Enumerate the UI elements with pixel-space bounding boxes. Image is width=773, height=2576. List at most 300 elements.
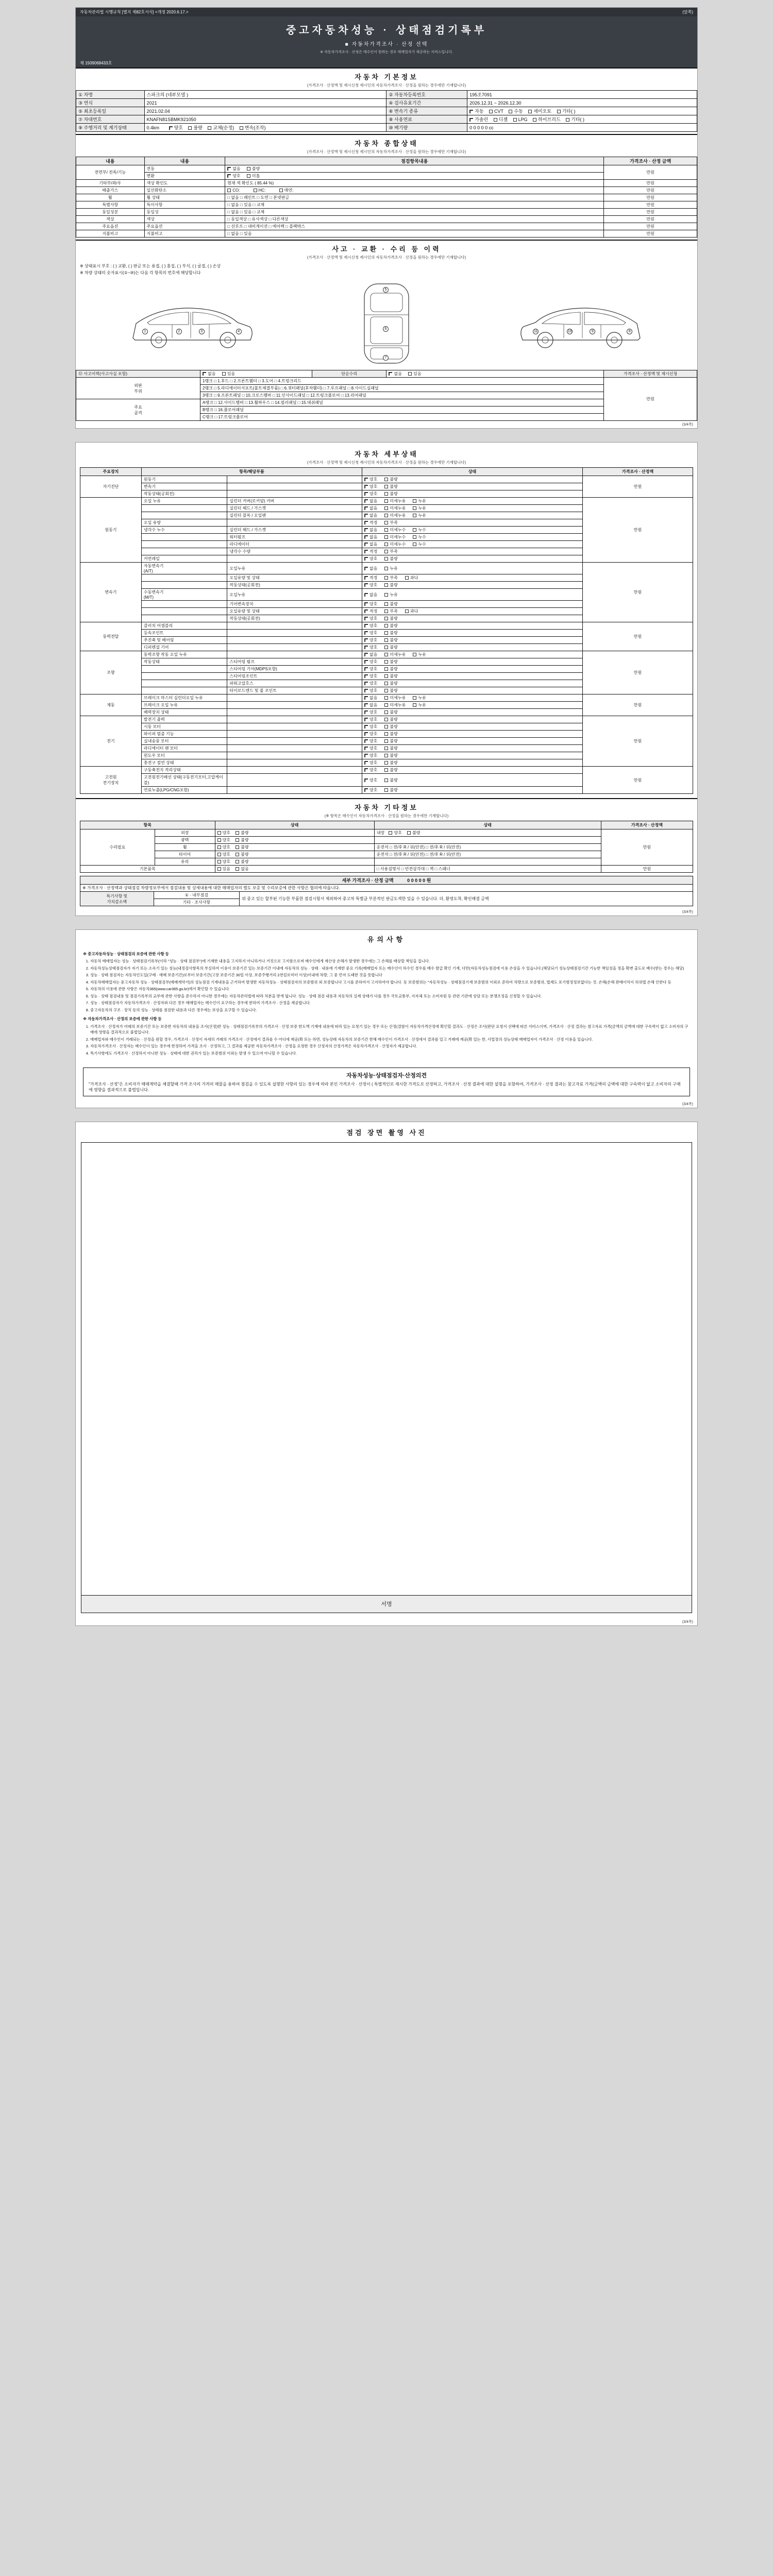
state-checkbox[interactable] (384, 747, 388, 750)
etc-title: 자동차 기타정보 (355, 804, 418, 811)
state-checkbox[interactable] (364, 725, 368, 728)
overall-state-6: □ 없음 □ 있음 □ 교체 (225, 209, 604, 216)
transmission-etc-checkbox[interactable] (557, 110, 561, 113)
detail-item: 작동상태 (141, 658, 227, 666)
detail-state[interactable]: 없음 미세누유 누유 (362, 651, 582, 658)
basic-info-table (76, 90, 697, 132)
state-checkbox[interactable] (384, 732, 388, 736)
state-checkbox[interactable] (384, 535, 388, 539)
photo-placeholder-area (81, 1142, 692, 1596)
detail-group-price-6: 만원 (582, 716, 693, 767)
state-checkbox[interactable] (364, 624, 368, 628)
detail-state[interactable]: 없음 누유 (362, 563, 582, 574)
page-4-footer: (3/4쪽) (682, 1620, 693, 1624)
etc-state-0: 양호 불량 (215, 829, 374, 837)
state-checkbox[interactable] (405, 609, 409, 613)
etc-2-good[interactable] (217, 845, 221, 849)
state-checkbox[interactable] (384, 739, 388, 743)
notice-1-4: 5. 자동차의 이용에 관한 사항은 자동차365(www.car365.go.kr)에서 확인할 수 있습니다. (90, 986, 690, 992)
detail-subitem (227, 738, 362, 745)
state-checkbox[interactable] (364, 557, 368, 561)
basic-label-8: ⑨ 주행거리 및 계기상태 (76, 124, 145, 132)
state-checkbox[interactable] (364, 732, 368, 736)
transmission-semiauto-checkbox[interactable] (528, 110, 532, 113)
detail-state[interactable]: 양호 불량 (362, 716, 582, 723)
diagram-num-6: 6 (383, 326, 389, 332)
fuel-etc-checkbox[interactable] (566, 118, 569, 122)
odometer-value: 0.4km (146, 125, 160, 130)
state-checkbox[interactable] (384, 550, 388, 553)
detail-item: 브레이크 마스터 실린더오일 누유 (141, 694, 227, 702)
state-checkbox[interactable] (364, 478, 368, 481)
detail-title: 자동차 세부상태 (355, 450, 418, 458)
overall-0-good[interactable] (227, 167, 231, 171)
state-checkbox[interactable] (364, 631, 368, 635)
remark-label: 특기사항 및 가치감소액 (80, 892, 154, 906)
overall-sub-6: 동일성 (144, 209, 225, 216)
detail-state[interactable]: 없음 미세누유 누유 (362, 512, 582, 519)
car-top-svg (353, 280, 420, 367)
fuel-lpg-checkbox[interactable] (513, 118, 517, 122)
etc-2-bad[interactable] (236, 845, 239, 849)
detail-subitem (227, 694, 362, 702)
basic-value-7: 가솔린 디젤 LPG 하이브리드 기타( ) (467, 115, 697, 124)
detail-state[interactable]: 양호 불량 (362, 723, 582, 731)
detail-state[interactable]: 없음 미세누수 누수 (362, 541, 582, 548)
overall-1-bad[interactable] (247, 174, 250, 178)
state-checkbox[interactable] (384, 660, 388, 664)
detail-state[interactable]: 양호 불량 (362, 787, 582, 794)
basic-value-3: 2026.12.31 ~ 2026.12.30 (467, 99, 697, 107)
detail-subitem: 실린더 커버(로커암) 커버 (227, 498, 362, 505)
etc-5-has[interactable] (217, 867, 221, 871)
state-checkbox[interactable] (364, 638, 368, 642)
detail-subitem (227, 483, 362, 490)
state-checkbox[interactable] (384, 710, 388, 714)
detail-subitem (227, 651, 362, 658)
notice-1-6: 7. 성능 · 상태점검자가 자동차가격조사 · 산정자와 다른 경우 매매업자는 매수인이 요구하는 경우에 한하여 가격조사 · 산정을 제공합니다. (90, 1000, 690, 1006)
state-checkbox[interactable] (384, 492, 388, 496)
gas-smoke-box[interactable] (279, 189, 283, 192)
accident-yes-checkbox[interactable] (222, 372, 226, 376)
state-checkbox[interactable] (364, 703, 368, 707)
state-checkbox[interactable] (364, 609, 368, 613)
detail-group-price-0: 만원 (582, 476, 693, 498)
state-checkbox[interactable] (384, 761, 388, 765)
state-checkbox[interactable] (364, 567, 368, 570)
state-checkbox[interactable] (364, 583, 368, 587)
state-checkbox[interactable] (364, 521, 368, 524)
detail-state[interactable]: 양호 불량 (362, 687, 582, 694)
detail-state[interactable]: 양호 불량 (362, 490, 582, 498)
detail-subitem: 실린더 헤드 / 가스켓 (227, 505, 362, 512)
detail-col-c: 상태 (362, 468, 582, 476)
photo-title: 점검 장면 촬영 사진 (346, 1129, 427, 1137)
detail-group-price-4: 만원 (582, 651, 693, 694)
detail-state[interactable]: 양호 불량 (362, 666, 582, 673)
detail-state[interactable]: 양호 불량 (362, 658, 582, 666)
overall-sub-0: 전동 (144, 165, 225, 173)
state-checkbox[interactable] (384, 506, 388, 510)
state-checkbox[interactable] (364, 506, 368, 510)
overall-state-0: 없음 불량 (225, 165, 604, 173)
transmission-cvt-checkbox[interactable] (489, 110, 493, 113)
state-checkbox[interactable] (364, 667, 368, 671)
detail-state[interactable]: 양호 불량 (362, 637, 582, 644)
etc-0-bad[interactable] (236, 831, 239, 835)
gas-hc-box[interactable] (254, 189, 257, 192)
etc-item-4: 유리 (155, 858, 215, 866)
state-checkbox[interactable] (364, 739, 368, 743)
basic-info-note: (가격조사 · 산정액 및 제시신청 제시인의 자동차가격조사 · 산정을 원하는 경우에만 기재합니다) (307, 83, 466, 88)
state-checkbox[interactable] (364, 602, 368, 606)
state-checkbox[interactable] (384, 528, 388, 532)
odo-tampered-checkbox[interactable] (240, 126, 243, 130)
detail-subitem (227, 723, 362, 731)
detail-state[interactable]: 양호 불량 (362, 615, 582, 622)
etc-item-0: 외장 (155, 829, 215, 837)
state-checkbox[interactable] (413, 506, 416, 510)
state-checkbox[interactable] (364, 535, 368, 539)
overall-row-label-5: 동일성분 (76, 209, 145, 216)
overall-price-4: 만원 (604, 201, 697, 209)
detail-subitem (227, 702, 362, 709)
fuel-diesel-checkbox[interactable] (494, 118, 497, 122)
state-checkbox[interactable] (364, 653, 368, 656)
detail-item: 시동 모터 (141, 723, 227, 731)
etc-col-b: 상태 (215, 821, 374, 829)
detail-state[interactable]: 양호 불량 (362, 582, 582, 589)
state-checkbox[interactable] (384, 499, 388, 503)
state-checkbox[interactable] (384, 631, 388, 635)
etc-state2-1 (374, 837, 601, 844)
state-checkbox[interactable] (364, 682, 368, 685)
basic-info-section (76, 67, 697, 132)
state-checkbox[interactable] (384, 696, 388, 700)
detail-item: 실내송풍 모터 (141, 738, 227, 745)
detail-group-name-6: 전기 (80, 716, 142, 767)
etc-state2-2: 운전석 □ 전/후 R / 뒤(안전) □ 전/후 R / 뒤(안전) (374, 844, 601, 851)
state-checkbox[interactable] (413, 703, 416, 707)
detail-state[interactable]: 없음 미세누유 누유 (362, 505, 582, 512)
state-checkbox[interactable] (384, 725, 388, 728)
odo-bad-checkbox[interactable] (188, 126, 192, 130)
overall-row-label-4: 특별사항 (76, 201, 145, 209)
state-checkbox[interactable] (364, 696, 368, 700)
detail-item (141, 574, 227, 582)
detail-state[interactable]: 없음 미세누유 누유 (362, 694, 582, 702)
diagram-num-5: 5 (383, 287, 389, 293)
etc-state-1: 양호 불량 (215, 837, 374, 844)
notice-2-2: 3. 자동차가격조사 · 산정자는 매수인이 있는 경우에 한정하여 가격을 조사 · 산정하고, 그 결과를 제공한 자동차가격조사 · 산정을 요청한 경우 산정자의 산정가격은 자동차가격조사 · 산정자가 제공합니다. (90, 1043, 690, 1049)
detail-subitem: 실린더 블록 / 오일팬 (227, 512, 362, 519)
detail-group-name-4: 조향 (80, 651, 142, 694)
state-checkbox[interactable] (364, 747, 368, 750)
state-checkbox[interactable] (384, 689, 388, 692)
form-header-bar (76, 8, 697, 16)
etc-5-none[interactable] (236, 867, 239, 871)
detail-state[interactable]: 양호 불량 (362, 680, 582, 687)
detail-row (80, 694, 693, 702)
state-checkbox[interactable] (364, 617, 368, 620)
diagram-num-11: 11 (534, 330, 538, 333)
state-checkbox[interactable] (384, 667, 388, 671)
detail-state[interactable]: 양호 불량 (362, 731, 582, 738)
state-checkbox[interactable] (364, 543, 368, 546)
detail-state[interactable]: 적정 부족 과다 (362, 574, 582, 582)
detail-row (80, 716, 693, 723)
overall-state-7: □ 동일색상 □ 유사색상 □ 다른색상 (225, 216, 604, 223)
overall-row-label-8: 지불비고 (76, 230, 145, 238)
detail-item: 디퍼렌셜 기어 (141, 644, 227, 651)
detail-state[interactable]: 양호 불량 (362, 709, 582, 716)
odo-replaced-checkbox[interactable] (208, 126, 211, 130)
state-checkbox[interactable] (364, 710, 368, 714)
detail-item (141, 512, 227, 519)
etc-0b-bad[interactable] (407, 831, 411, 835)
overall-row-label-3: 휠 (76, 194, 145, 201)
detail-state[interactable]: 적정 부족 과다 (362, 608, 582, 615)
state-checkbox[interactable] (405, 576, 409, 580)
overall-price-0: 만원 (604, 165, 697, 180)
detail-row (80, 622, 693, 630)
detail-note: (가격조사 · 산정액 및 제시신청 제시인의 자동차가격조사 · 산정을 원하는 경우에만 기재합니다) (307, 460, 466, 465)
overall-price-6: 만원 (604, 216, 697, 223)
state-checkbox[interactable] (364, 499, 368, 503)
notice-section1-title: ※ 중고자동차성능 · 상태점검의 보증에 관한 사항 등 (83, 952, 169, 956)
detail-state[interactable]: 적정 부족 (362, 548, 582, 555)
gas-co-box[interactable] (227, 189, 231, 192)
detail-col-b: 항목/해당부품 (141, 468, 362, 476)
notice-1-1: 2. 자동차성능상태점검자가 자기 또는 소속기 있는 성능(내정검사항목의 부실하여 이용이 보증기간 있는 보증기간 이내에 자동차의 성능 · 상태 · 내용에 기재한 중요 기록(매매업자 또는 매수인이 하수인 경우를 배수 발급 확인 기재, 다만(자동차성능점검에 이용 손상을 수 있습니다.(해당되기 성능상태점검기간 기능한 책임성을 정을 확변 출도로 배수(받는 경우는 해당) (90, 965, 690, 971)
basic-label-9: ⑩ 배기량 (386, 124, 467, 132)
etc-1-good[interactable] (217, 838, 221, 842)
state-checkbox[interactable] (384, 485, 388, 488)
etc-0-good[interactable] (217, 831, 221, 835)
state-checkbox[interactable] (364, 778, 368, 782)
repair-yes-checkbox[interactable] (408, 372, 412, 376)
overall-row-label-7: 주요옵션 (76, 223, 145, 230)
overall-price-3: 만원 (604, 194, 697, 201)
overall-sub-9: 지불비고 (144, 230, 225, 238)
overall-state-5: □ 없음 □ 있음 □ 교체 (225, 201, 604, 209)
detail-item: 커먼레일 (141, 555, 227, 563)
fuel-hybrid-checkbox[interactable] (533, 118, 536, 122)
accident-none-checkbox[interactable] (203, 372, 206, 376)
state-checkbox[interactable] (384, 653, 388, 656)
overall-state-3: CO: HC: 매연: (225, 187, 604, 194)
etc-item-2: 휠 (155, 844, 215, 851)
detail-item: 동력조향 작동 오일 누유 (141, 651, 227, 658)
transmission-auto-checkbox[interactable] (469, 110, 473, 113)
state-checkbox[interactable] (384, 788, 388, 792)
fuel-gasoline-checkbox[interactable] (469, 118, 473, 122)
overall-price-7: 만원 (604, 223, 697, 230)
diagram-num-2: 2 (176, 329, 182, 334)
state-checkbox[interactable] (364, 593, 368, 597)
state-checkbox[interactable] (384, 609, 388, 613)
state-checkbox[interactable] (364, 528, 368, 532)
state-checkbox[interactable] (384, 778, 388, 782)
detail-state[interactable]: 없음 미세누유 누유 (362, 702, 582, 709)
detail-state[interactable]: 양호 불량 (362, 601, 582, 608)
page-3-footer: (3/4쪽) (682, 1103, 693, 1107)
etc-4-good[interactable] (217, 860, 221, 863)
detail-item: 발전기 출력 (141, 716, 227, 723)
etc-sub-0: 내장 (376, 831, 385, 835)
transmission-manual-checkbox[interactable] (509, 110, 512, 113)
detail-state[interactable]: 양호 불량 (362, 759, 582, 767)
detail-state[interactable]: 없음 미세누수 누수 (362, 527, 582, 534)
detail-state[interactable]: 양호 불량 (362, 644, 582, 651)
state-checkbox[interactable] (384, 682, 388, 685)
detail-state[interactable]: 양호 불량 (362, 738, 582, 745)
state-checkbox[interactable] (364, 646, 368, 649)
state-checkbox[interactable] (384, 593, 388, 597)
detail-item: 고전원전기배선 상태(구동전기모터,고압케이블) (141, 774, 227, 787)
state-checkbox[interactable] (413, 543, 416, 546)
detail-subitem (227, 622, 362, 630)
detail-state[interactable]: 양호 불량 (362, 622, 582, 630)
state-checkbox[interactable] (384, 521, 388, 524)
etc-1-bad[interactable] (236, 838, 239, 842)
state-checkbox[interactable] (384, 617, 388, 620)
state-checkbox[interactable] (413, 535, 416, 539)
etc-4-bad[interactable] (236, 860, 239, 863)
notice-title: 유의사항 (367, 936, 406, 943)
detail-item: 충전구 절연 상태 (141, 759, 227, 767)
etc-0b-good[interactable] (389, 831, 392, 835)
odo-good-checkbox[interactable] (169, 126, 173, 130)
detail-item (141, 687, 227, 694)
state-checkbox[interactable] (413, 528, 416, 532)
state-checkbox[interactable] (364, 550, 368, 553)
state-checkbox[interactable] (384, 576, 388, 580)
state-checkbox[interactable] (384, 754, 388, 757)
state-checkbox[interactable] (384, 567, 388, 570)
exterior-rank-3: 3랭크 □ 9.프론트패널 □ 10.크로스멤버 □ 11.인사이드패널 □ 12.트렁크플로어 □ 13.리어패널 (200, 392, 604, 399)
detail-state[interactable]: 없음 미세누수 누수 (362, 534, 582, 541)
state-checkbox[interactable] (364, 514, 368, 517)
state-checkbox[interactable] (384, 638, 388, 642)
detail-subitem: 오일누유 (227, 563, 362, 574)
detail-state[interactable]: 없음 미세누유 누유 (362, 498, 582, 505)
state-checkbox[interactable] (384, 646, 388, 649)
state-checkbox[interactable] (413, 514, 416, 517)
detail-state[interactable]: 양호 불량 (362, 752, 582, 759)
state-checkbox[interactable] (384, 674, 388, 678)
state-checkbox[interactable] (384, 583, 388, 587)
detail-item (141, 666, 227, 673)
state-checkbox[interactable] (384, 514, 388, 517)
state-checkbox[interactable] (364, 718, 368, 721)
etc-state2-5: □ 사용설명서 □ 안전삼각대 □ 잭 □ 스패너 (374, 866, 601, 873)
detail-state[interactable]: 양호 불량 (362, 774, 582, 787)
signature-bar: 서명 (81, 1596, 692, 1613)
state-checkbox[interactable] (364, 492, 368, 496)
detail-subitem (227, 476, 362, 483)
state-checkbox[interactable] (384, 624, 388, 628)
state-checkbox[interactable] (364, 768, 368, 772)
basic-value-4: 2021.02.04 (144, 107, 386, 115)
state-checkbox[interactable] (364, 485, 368, 488)
detail-item: 구동축전지 격리상태 (141, 767, 227, 774)
state-checkbox[interactable] (413, 696, 416, 700)
detail-group-name-5: 제동 (80, 694, 142, 716)
detail-group-price-5: 만원 (582, 694, 693, 716)
state-checkbox[interactable] (384, 703, 388, 707)
repair-none-checkbox[interactable] (389, 372, 392, 376)
etc-note: (※ 항목은 매수인이 자동차가격조사 · 산정을 원하는 경우에만 기재합니다) (324, 814, 449, 818)
state-checkbox[interactable] (384, 718, 388, 721)
total-amount: 0 0 0 0 0 원 (407, 878, 431, 883)
overall-0-bad[interactable] (247, 167, 250, 171)
exterior-rank-1: 1랭크 □ 1.후드 □ 2.프론트휀더 □ 3.도어 □ 4.트렁크리드 (200, 378, 604, 385)
state-checkbox[interactable] (364, 761, 368, 765)
detail-state[interactable]: 적정 부족 (362, 519, 582, 527)
state-checkbox[interactable] (413, 653, 416, 656)
overall-1-good[interactable] (227, 174, 231, 178)
detail-state[interactable]: 없음 누유 (362, 589, 582, 601)
page-2 (75, 442, 698, 916)
detail-subitem: 워터펌프 (227, 534, 362, 541)
detail-group-name-3: 동력전달 (80, 622, 142, 651)
detail-subitem: 타이로드엔드 및 볼 조인트 (227, 687, 362, 694)
accident-note: (가격조사 · 산정액 및 제시신청 제시인의 자동차가격조사 · 산정을 원하는 경우에만 기재합니다) (307, 255, 466, 260)
detail-state[interactable]: 양호 불량 (362, 673, 582, 680)
state-checkbox[interactable] (364, 660, 368, 664)
basic-value-6: KNAFN81SBMK921050 (144, 115, 386, 124)
etc-state2-4 (374, 858, 601, 866)
state-checkbox[interactable] (364, 674, 368, 678)
detail-state[interactable]: 양호 불량 (362, 476, 582, 483)
detail-item (141, 548, 227, 555)
detail-state[interactable]: 양호 불량 (362, 555, 582, 563)
declaration-title: 자동차성능·상태점검자·산정의견 (346, 1073, 427, 1079)
detail-item: 와이퍼 멈춤 기능 (141, 731, 227, 738)
etc-3-good[interactable] (217, 853, 221, 856)
diagram-num-4: 4 (236, 329, 242, 334)
detail-state[interactable]: 양호 불량 (362, 767, 582, 774)
state-checkbox[interactable] (364, 788, 368, 792)
state-checkbox[interactable] (384, 557, 388, 561)
detail-subitem: 오일유량 및 상태 (227, 574, 362, 582)
etc-state-2: 양호 불량 (215, 844, 374, 851)
state-checkbox[interactable] (384, 543, 388, 546)
state-checkbox[interactable] (413, 499, 416, 503)
state-checkbox[interactable] (384, 478, 388, 481)
detail-item: 클러치 어셈블리 (141, 622, 227, 630)
state-checkbox[interactable] (364, 576, 368, 580)
detail-row (80, 476, 693, 483)
detail-item: 원동기 (141, 476, 227, 483)
state-checkbox[interactable] (364, 689, 368, 692)
detail-state[interactable]: 양호 불량 (362, 630, 582, 637)
etc-col-d: 가격조사 · 산정액 (601, 821, 693, 829)
detail-state[interactable]: 양호 불량 (362, 483, 582, 490)
etc-3-bad[interactable] (236, 853, 239, 856)
detail-state[interactable]: 양호 불량 (362, 745, 582, 752)
state-checkbox[interactable] (384, 602, 388, 606)
detail-subitem (227, 716, 362, 723)
diagram-num-1: 1 (142, 329, 148, 334)
state-checkbox[interactable] (364, 754, 368, 757)
detail-table-body (80, 476, 693, 794)
state-checkbox[interactable] (384, 768, 388, 772)
overall-col-sub: 내용 (144, 157, 225, 165)
detail-subitem (227, 752, 362, 759)
accident-legend-1: ※ 상태표시 부호 : ( ) 교환, ( ) 판금 또는 용접, ( ) 흠집, ( ) 부식, ( ) 굴절, ( ) 손상 (80, 264, 221, 268)
